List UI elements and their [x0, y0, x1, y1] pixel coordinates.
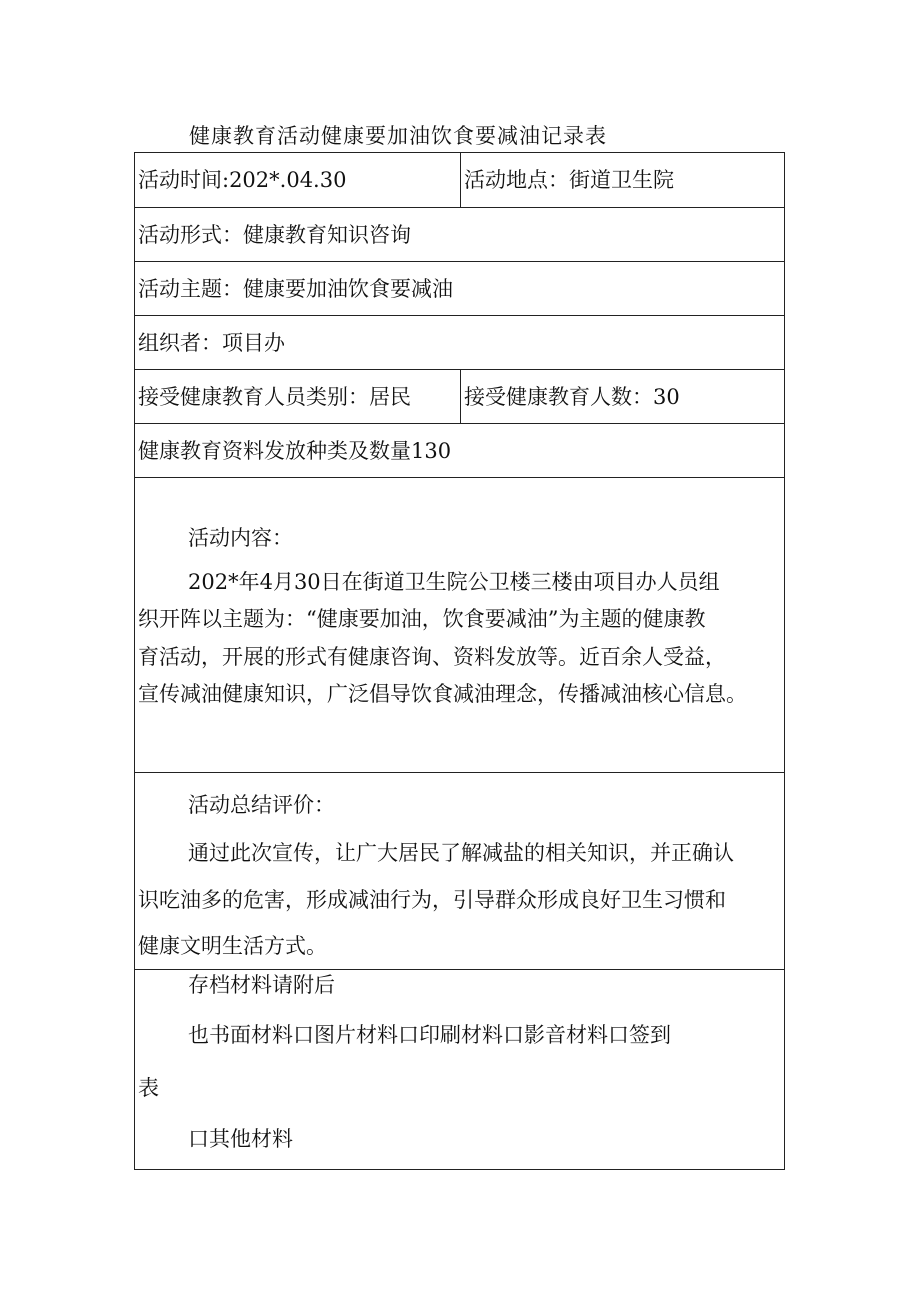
activity-location: 活动地点：街道卫生院 [464, 168, 674, 192]
archive-heading: 存档材料请附后 [188, 973, 335, 997]
archive-checklist: 也书面材料口图片材料口印刷材料口影音材料口签到 [188, 1023, 671, 1047]
content-line: 宣传减油健康知识，广泛倡导饮食减油理念，传播减油核心信息。 [138, 682, 747, 706]
row-activity-content [135, 478, 784, 773]
archive-other: 口其他材料 [188, 1127, 293, 1151]
row-materials [135, 424, 784, 478]
summary-line: 通过此次宣传，让广大居民了解减盐的相关知识，并正确认 [188, 841, 734, 865]
organizer: 组织者：项目办 [138, 331, 285, 355]
audience-count: 接受健康教育人数：30 [464, 385, 680, 409]
row-archive [135, 970, 784, 1169]
row-audience [135, 370, 784, 424]
archive-checklist-continued: 表 [138, 1076, 159, 1100]
summary-line: 识吃油多的危害，形成减油行为，引导群众形成良好卫生习惯和 [138, 888, 726, 912]
row-activity-form [135, 208, 784, 262]
row-organizer [135, 316, 784, 370]
content-line: 织开阵以主题为：“健康要加油，饮食要减油”为主题的健康教 [138, 607, 706, 631]
content-line: 202*年4月30日在街道卫生院公卫楼三楼由项目办人员组 [188, 570, 720, 594]
document-title: 健康教育活动健康要加油饮食要减油记录表 [189, 124, 607, 148]
activity-time: 活动时间:202*.04.30 [138, 168, 347, 192]
content-heading: 活动内容： [188, 526, 293, 550]
row-summary [135, 773, 784, 970]
activity-form: 活动形式：健康教育知识咨询 [138, 223, 411, 247]
content-line: 育活动，开展的形式有健康咨询、资料发放等。近百余人受益， [138, 645, 726, 669]
activity-theme: 活动主题：健康要加油饮食要减油 [138, 277, 453, 301]
record-table [134, 152, 785, 1170]
row-activity-theme [135, 262, 784, 316]
summary-heading: 活动总结评价： [188, 793, 335, 817]
row-time-location [135, 153, 784, 208]
column-divider [460, 153, 461, 207]
summary-line: 健康文明生活方式。 [138, 934, 327, 958]
column-divider [460, 370, 461, 423]
audience-category: 接受健康教育人员类别：居民 [138, 385, 411, 409]
materials-quantity: 健康教育资料发放种类及数量130 [138, 439, 452, 463]
